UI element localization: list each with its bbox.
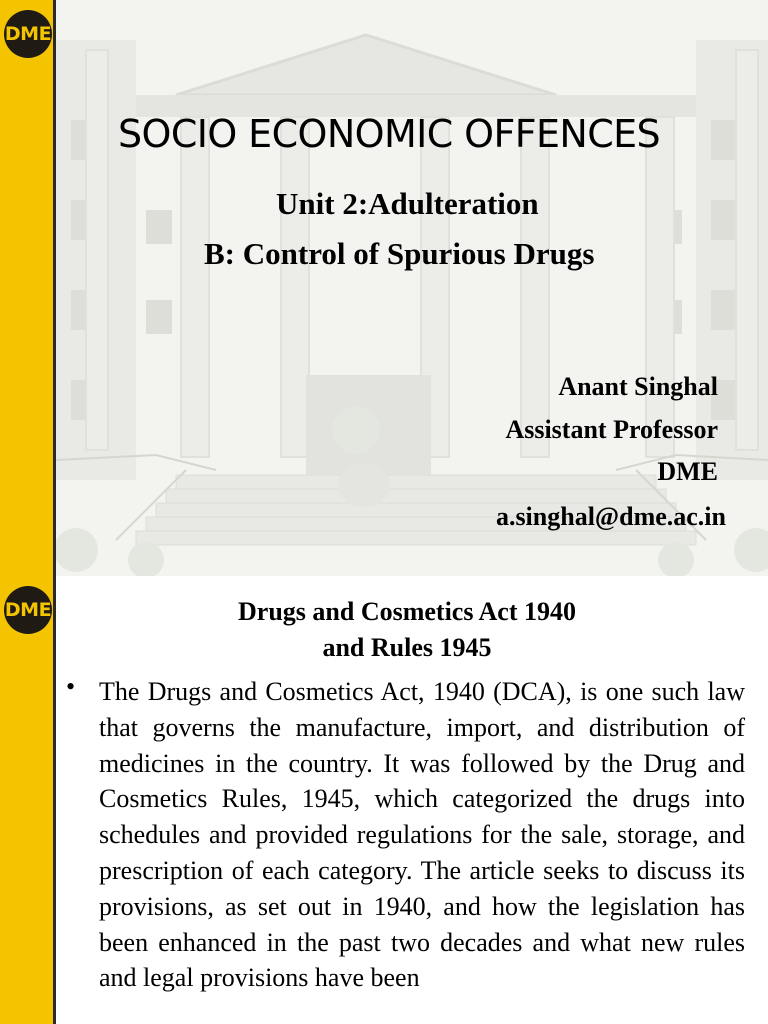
unit-subtitle: Unit 2:Adulteration [276,186,539,221]
dme-logo: DME [4,10,52,58]
heading-line-2: and Rules 1945 [322,633,492,662]
bullet-paragraph: The Drugs and Cosmetics Act, 1940 (DCA), is one such law that governs the manufacture, import, and distribution of medicines in the country. It was followed by the Drug and Cosmetics Rules, 1945, which categorized the drugs into schedules and provided regulations for the sale, storage, and prescription of each category. The article seeks to discuss its provisions, as set out in 1940, and how the legislation has been enhanced in the past two decades and what new rules and legal provisions have been [99,677,745,993]
brand-sidebar [0,0,56,576]
brand-sidebar [0,576,56,1024]
author-name: Anant Singhal [558,372,718,401]
building-background-image [56,0,768,576]
dme-logo: DME [4,586,52,634]
presentation-title: SOCIO ECONOMIC OFFENCES [118,112,661,156]
bullet-marker: • [66,672,76,701]
slide-heading [56,594,758,666]
topic-subtitle: B: Control of Spurious Drugs [204,236,595,271]
author-role: Assistant Professor [505,415,718,444]
author-institution: DME [657,457,718,486]
author-email: a.singhal@dme.ac.in [495,502,726,531]
heading-line-1: Drugs and Cosmetics Act 1940 [238,597,576,626]
content-slide [0,576,768,1024]
